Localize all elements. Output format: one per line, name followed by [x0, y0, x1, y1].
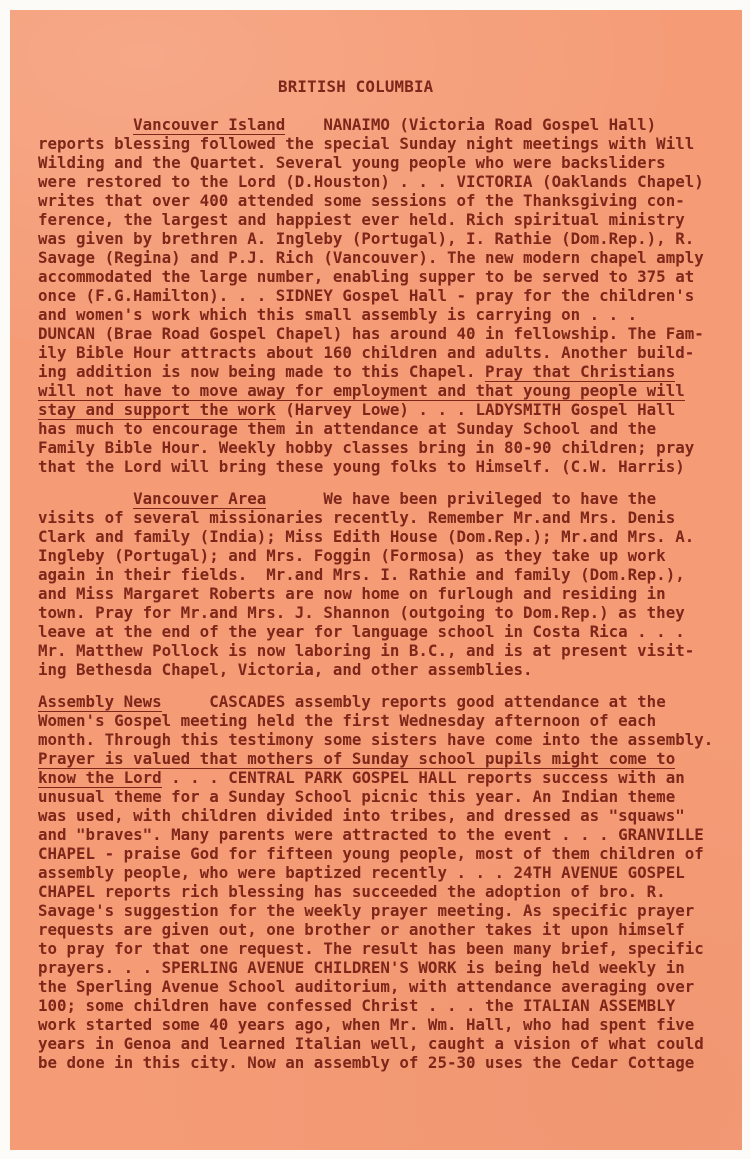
text-line [38, 362, 738, 381]
text-segment: ily Bible Hour attracts about 160 children and adults. Another build- [38, 343, 695, 362]
text-segment: requests are given out, one brother or another takes it upon himself [38, 920, 685, 939]
text-segment: leave at the end of the year for language school in Costa Rica . . . [38, 622, 685, 641]
underlined-text: know the Lord [38, 768, 162, 787]
text-line [38, 381, 738, 400]
text-segment: . . . CENTRAL PARK GOSPEL HALL reports success with an [161, 768, 685, 787]
text-line [38, 901, 738, 920]
text-line [38, 920, 738, 939]
text-segment: town. Pray for Mr.and Mrs. J. Shannon (outgoing to Dom.Rep.) as they [38, 603, 685, 622]
text-segment: and Miss Margaret Roberts are now home on furlough and residing in [38, 584, 666, 603]
text-line [38, 825, 738, 844]
paragraph-assembly-news [38, 692, 738, 1072]
text-line [38, 863, 738, 882]
text-line [38, 768, 738, 787]
text-segment: (Harvey Lowe) . . . LADYSMITH Gospel Hall [275, 400, 676, 419]
text-segment: Savage's suggestion for the weekly prayer meeting. As specific prayer [38, 901, 695, 920]
text-line [38, 419, 738, 438]
text-segment: was given by brethren A. Ingleby (Portugal), I. Rathie (Dom.Rep.), R. [38, 229, 695, 248]
text-segment: NANAIMO (Victoria Road Gospel Hall) [285, 115, 657, 134]
paragraph-vancouver-island [38, 115, 738, 476]
text-segment: Savage (Regina) and P.J. Rich (Vancouver). The new modern chapel amply [38, 248, 704, 267]
text-segment: Mr. Matthew Pollock is now laboring in B.C., and is at present visit- [38, 641, 695, 660]
text-line [38, 1015, 738, 1034]
text-segment: visits of several missionaries recently. Remember Mr.and Mrs. Denis [38, 508, 676, 527]
text-segment: writes that over 400 attended some sessions of the Thanksgiving con- [38, 191, 685, 210]
text-line [38, 508, 738, 527]
text-segment: and women's work which this small assembly is carrying on . . . [38, 305, 638, 324]
text-line [38, 438, 738, 457]
text-segment: Women's Gospel meeting held the first Wednesday afternoon of each [38, 711, 657, 730]
text-segment: DUNCAN (Brae Road Gospel Chapel) has around 40 in fellowship. The Fam- [38, 324, 704, 343]
text-line [38, 641, 738, 660]
text-line [38, 489, 738, 508]
text-segment: the Sperling Avenue School auditorium, with attendance averaging over [38, 977, 695, 996]
text-segment: be done in this city. Now an assembly of 25-30 uses the Cedar Cottage [38, 1053, 695, 1072]
text-segment: again in their fields. Mr.and Mrs. I. Rathie and family (Dom.Rep.), [38, 565, 685, 584]
text-segment: Ingleby (Portugal); and Mrs. Foggin (Formosa) as they take up work [38, 546, 666, 565]
text-segment: to pray for that one request. The result has been many brief, specific [38, 939, 704, 958]
text-line [38, 622, 738, 641]
text-line [38, 286, 738, 305]
text-segment: that the Lord will bring these young folks to Himself. (C.W. Harris) [38, 457, 685, 476]
text-line [38, 457, 738, 476]
underlined-text: Vancouver Island [133, 115, 286, 134]
text-line [38, 172, 738, 191]
text-line [38, 1053, 738, 1072]
text-line [38, 229, 738, 248]
text-line [38, 153, 738, 172]
text-line [38, 115, 738, 134]
text-segment: work started some 40 years ago, when Mr. Wm. Hall, who had spent five [38, 1015, 695, 1034]
text-line [38, 692, 738, 711]
text-line [38, 939, 738, 958]
text-segment: ing addition is now being made to this Chapel. [38, 362, 485, 381]
text-line [38, 806, 738, 825]
text-line [38, 603, 738, 622]
text-line [38, 749, 738, 768]
text-line [38, 711, 738, 730]
text-segment [38, 489, 133, 508]
text-line [38, 584, 738, 603]
text-segment: ference, the largest and happiest ever held. Rich spiritual ministry [38, 210, 685, 229]
text-line [38, 324, 738, 343]
text-line [38, 882, 738, 901]
text-segment: assembly people, who were baptized recently . . . 24TH AVENUE GOSPEL [38, 863, 685, 882]
paragraph-vancouver-area [38, 489, 738, 679]
text-segment: Wilding and the Quartet. Several young people who were backsliders [38, 153, 666, 172]
text-segment: CHAPEL reports rich blessing has succeeded the adoption of bro. R. [38, 882, 666, 901]
underlined-text: Pray that Christians [485, 362, 676, 381]
text-segment [38, 115, 133, 134]
text-line [38, 996, 738, 1015]
text-segment: CASCADES assembly reports good attendance at the [161, 692, 666, 711]
text-segment: ing Bethesda Chapel, Victoria, and other assemblies. [38, 660, 533, 679]
text-line [38, 527, 738, 546]
text-segment: 100; some children have confessed Christ . . . the ITALIAN ASSEMBLY [38, 996, 676, 1015]
text-line [38, 400, 738, 419]
text-line [38, 958, 738, 977]
text-segment: month. Through this testimony some sisters have come into the assembly. [38, 730, 714, 749]
text-line [38, 305, 738, 324]
text-line [38, 248, 738, 267]
underlined-text: stay and support the work [38, 400, 276, 419]
text-line [38, 343, 738, 362]
text-segment: CHAPEL - praise God for fifteen young people, most of them children of [38, 844, 704, 863]
text-line [38, 660, 738, 679]
text-line [38, 267, 738, 286]
paper-sheet [10, 10, 742, 1150]
text-segment: was used, with children divided into tribes, and dressed as "squaws" [38, 806, 685, 825]
text-segment: Clark and family (India); Miss Edith House (Dom.Rep.); Mr.and Mrs. A. [38, 527, 695, 546]
text-segment: has much to encourage them in attendance at Sunday School and the [38, 419, 657, 438]
page-title: BRITISH COLUMBIA [278, 77, 434, 96]
underlined-text: will not have to move away for employment and that young people will [38, 381, 685, 400]
text-segment: were restored to the Lord (D.Houston) . . . VICTORIA (Oaklands Chapel) [38, 172, 704, 191]
text-line [38, 1034, 738, 1053]
text-line [38, 134, 738, 153]
text-line [38, 844, 738, 863]
text-segment: We have been privileged to have the [266, 489, 657, 508]
text-line [38, 546, 738, 565]
text-segment: and "braves". Many parents were attracted to the event . . . GRANVILLE [38, 825, 704, 844]
text-line [38, 191, 738, 210]
text-segment: unusual theme for a Sunday School picnic this year. An Indian theme [38, 787, 676, 806]
text-segment: once (F.G.Hamilton). . . SIDNEY Gospel Hall - pray for the children's [38, 286, 695, 305]
text-segment: accommodated the large number, enabling supper to be served to 375 at [38, 267, 695, 286]
text-line [38, 730, 738, 749]
text-line [38, 565, 738, 584]
text-segment: reports blessing followed the special Sunday night meetings with Will [38, 134, 695, 153]
text-segment: Family Bible Hour. Weekly hobby classes bring in 80-90 children; pray [38, 438, 695, 457]
text-segment: years in Genoa and learned Italian well, caught a vision of what could [38, 1034, 704, 1053]
underlined-text: Assembly News [38, 692, 162, 711]
underlined-text: Vancouver Area [133, 489, 267, 508]
text-line [38, 977, 738, 996]
text-line [38, 210, 738, 229]
text-line [38, 787, 738, 806]
text-segment: prayers. . . SPERLING AVENUE CHILDREN'S WORK is being held weekly in [38, 958, 685, 977]
underlined-text: Prayer is valued that mothers of Sunday school pupils might come to [38, 749, 676, 768]
